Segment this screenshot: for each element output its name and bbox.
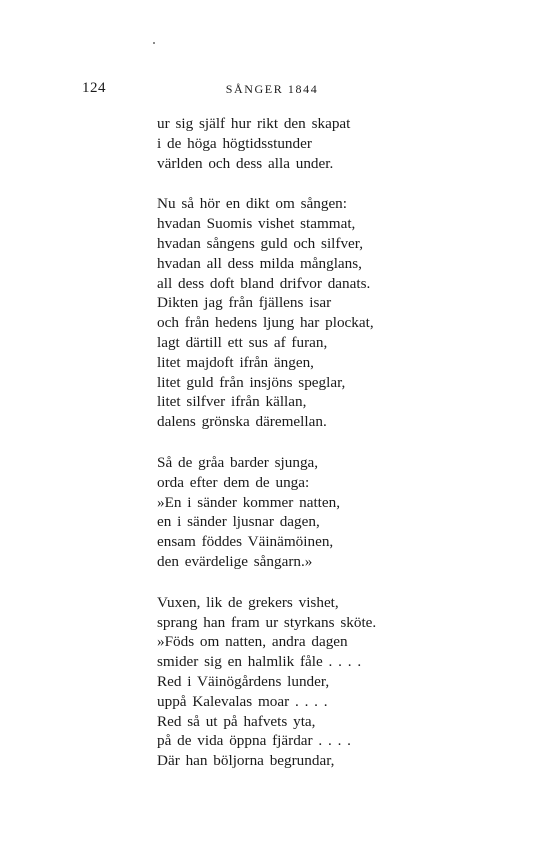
poem-line: Vuxen, lik de grekers vishet,: [157, 593, 339, 611]
stanza: [157, 593, 517, 771]
poem-line: orda efter dem de unga:: [157, 473, 310, 491]
poem-line: i de höga högtidsstunder: [157, 134, 312, 152]
poem-line: uppå Kalevalas moar . . . .: [157, 692, 328, 710]
page-number: 124: [82, 80, 106, 96]
ink-speck: [153, 42, 155, 44]
poem-line: Red så ut på hafvets yta,: [157, 712, 316, 730]
poem-line: en i sänder ljusnar dagen,: [157, 513, 320, 531]
poem-line: »Föds om natten, andra dagen: [157, 633, 348, 651]
poem-line: dalens grönska däremellan.: [157, 413, 327, 431]
poem-line: hvadan sångens guld och silfver,: [157, 234, 364, 252]
poem-line: och från hedens ljung har plockat,: [157, 314, 374, 332]
poem-line: hvadan Suomis vishet stammat,: [157, 215, 356, 233]
poem-line: »En i sänder kommer natten,: [157, 493, 341, 511]
poem-line: Nu så hör en dikt om sången:: [157, 195, 348, 213]
stanza: [157, 114, 517, 173]
poem-line: lagt därtill ett sus af furan,: [157, 333, 328, 351]
poem-line: på de vida öppna fjärdar . . . .: [157, 732, 351, 750]
poem-line: den evärdelige sångarn.»: [157, 552, 313, 570]
running-header: SÅNGER 1844: [225, 82, 319, 96]
poem-line: litet majdoft ifrån ängen,: [157, 353, 314, 371]
poem-line: ur sig själf hur rikt den skapat: [157, 115, 351, 132]
poem-line: världen och dess alla under.: [157, 154, 334, 172]
poem-line: sprang han fram ur styrkans sköte.: [157, 613, 377, 631]
poem-line: Så de gråa barder sjunga,: [157, 453, 319, 471]
stanza: [157, 453, 517, 572]
poem: [157, 114, 517, 792]
poem-line: Där han böljorna begrundar,: [157, 752, 335, 770]
poem-line: hvadan all dess milda månglans,: [157, 254, 362, 272]
poem-line: Red i Väinögårdens lunder,: [157, 672, 330, 690]
poem-line: litet guld från insjöns speglar,: [157, 373, 346, 391]
poem-line: litet silfver ifrån källan,: [157, 393, 307, 411]
poem-line: Dikten jag från fjällens isar: [157, 294, 332, 312]
poem-line: all dess doft bland drifvor danats.: [157, 274, 371, 292]
stanza: [157, 194, 517, 432]
poem-line: ensam föddes Väinämöinen,: [157, 533, 334, 551]
poem-line: smider sig en halmlik fåle . . . .: [157, 653, 362, 671]
